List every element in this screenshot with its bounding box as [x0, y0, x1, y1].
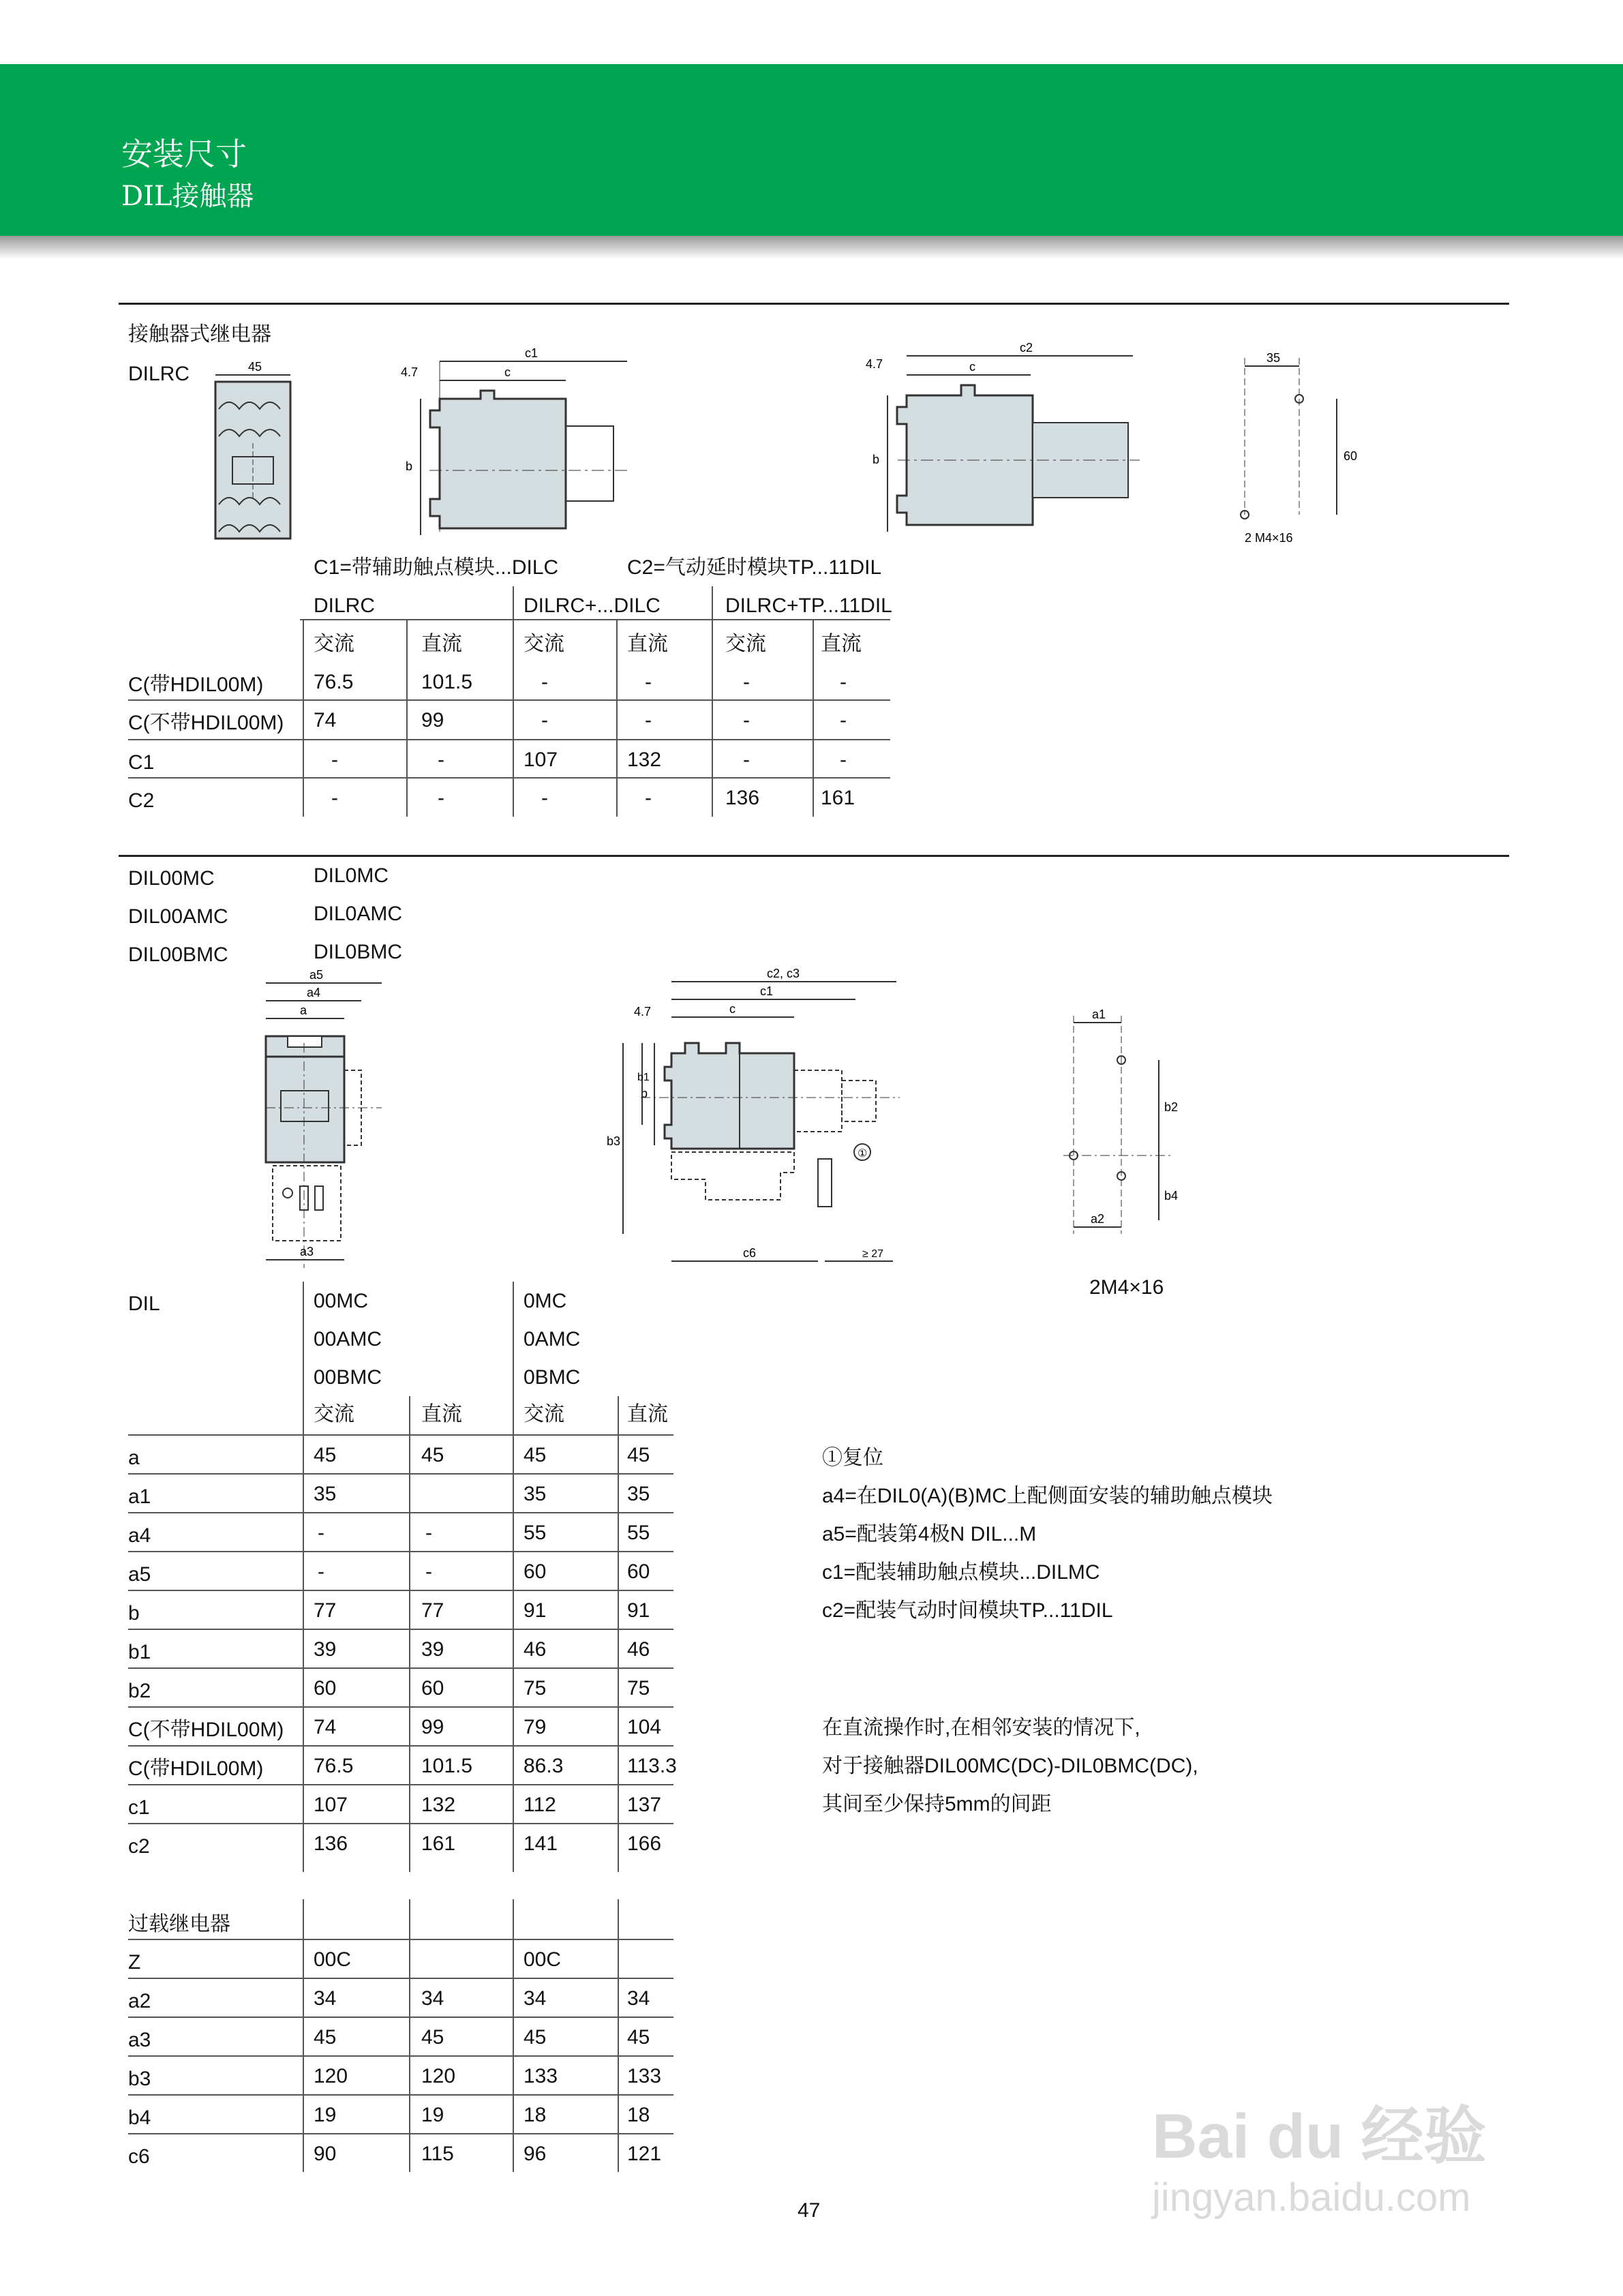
- s1-row-label: C2: [128, 789, 155, 812]
- s1-cell: -: [645, 787, 652, 809]
- s2-cell: 35: [314, 1483, 337, 1505]
- s2-row-label: a: [128, 1447, 140, 1469]
- dim-c2-label: c2: [1020, 341, 1033, 354]
- s2-cell: 91: [524, 1599, 547, 1622]
- dim-c-label-3: c: [729, 1002, 735, 1016]
- s1-cell: 74: [314, 709, 337, 731]
- ol-cell: 45: [314, 2026, 337, 2049]
- group-header-dilrc: DILRC: [314, 594, 376, 617]
- s2-grid-line: [128, 1745, 673, 1747]
- dim-c-label-2: c: [969, 360, 975, 374]
- s2-cell: 39: [314, 1638, 337, 1661]
- s1-grid-line: [616, 619, 618, 817]
- ol-grid-line: [128, 2133, 673, 2134]
- dim-b3-label: b3: [607, 1134, 621, 1148]
- s1-grid-line: [813, 619, 814, 817]
- ol-row-label: b4: [128, 2106, 151, 2129]
- s2-cell: 101.5: [421, 1755, 473, 1777]
- dim-b-label: b: [406, 459, 413, 473]
- ol-cell: 00C: [524, 1948, 562, 1971]
- ol-grid-line: [128, 1939, 673, 1940]
- s2-grid-line: [128, 1629, 673, 1630]
- s2-row-label: c2: [128, 1835, 150, 1858]
- s1-current-dc-1: 直流: [421, 632, 462, 656]
- dim-c-label: c: [504, 365, 511, 379]
- s1-cell: -: [331, 787, 338, 809]
- s2-cell: 75: [524, 1677, 547, 1700]
- ol-grid-line: [409, 1899, 410, 2172]
- ol-cell: 18: [627, 2104, 650, 2126]
- s1-grid-line: [712, 586, 713, 817]
- s1-current-ac-1: 交流: [314, 632, 354, 656]
- ol-cell: 115: [421, 2143, 454, 2165]
- ol-row-label: Z: [128, 1951, 141, 1974]
- model-right-1: DIL0MC: [314, 864, 389, 887]
- s2-row-label: a1: [128, 1485, 151, 1508]
- s1-grid-line: [128, 739, 890, 740]
- s2-cell: 45: [314, 1444, 337, 1466]
- ol-cell: 45: [524, 2026, 547, 2049]
- ol-cell: 133: [524, 2065, 558, 2087]
- s1-cell: 99: [421, 709, 444, 731]
- s2-cell: 60: [421, 1677, 444, 1700]
- dim-27-label: ≥ 27: [862, 1248, 884, 1260]
- ol-grid-line: [303, 1899, 304, 2172]
- s2-cell: 45: [421, 1444, 444, 1466]
- s1-cell: 76.5: [314, 671, 354, 693]
- page-subtitle: DIL接触器: [121, 181, 254, 212]
- dim-c1-label: c1: [525, 348, 539, 360]
- s1-cell: -: [645, 671, 652, 693]
- s1-cell: -: [840, 749, 847, 771]
- s1-grid-line: [128, 777, 890, 779]
- note-c2: c2=配装气动时间模块TP...11DIL: [822, 1599, 1113, 1622]
- s2-cell: 60: [314, 1677, 337, 1700]
- dim-4-7-label-2: 4.7: [866, 357, 883, 371]
- ol-cell: 120: [421, 2065, 456, 2087]
- s2-group-a-1: 00MC: [314, 1290, 369, 1312]
- s1-current-dc-3: 直流: [821, 632, 862, 656]
- s2-header-label: DIL: [128, 1293, 160, 1315]
- s1-cell: -: [840, 671, 847, 693]
- s2-grid-line: [128, 1667, 673, 1669]
- s2-group-b-2: 0AMC: [524, 1328, 581, 1350]
- s2-cell: 113.3: [627, 1755, 677, 1777]
- model-left-1: DIL00MC: [128, 867, 215, 890]
- s1-cell: -: [438, 749, 444, 771]
- ol-grid-line: [128, 2016, 673, 2018]
- header-shadow: [0, 236, 1623, 259]
- s2-grid-line: [128, 1551, 673, 1552]
- s2-cell: 166: [627, 1832, 662, 1855]
- dil-mounting-holes-drawing: [1043, 1002, 1193, 1248]
- s2-cell: 46: [524, 1638, 547, 1661]
- s2-group-a-3: 00BMC: [314, 1366, 382, 1389]
- s1-cell: -: [331, 749, 338, 771]
- s1-row-label: C(不带HDIL00M): [128, 712, 284, 734]
- dim-4-7-label-3: 4.7: [634, 1005, 652, 1018]
- s1-cell: -: [541, 671, 548, 693]
- dim-b-label-2: b: [873, 453, 880, 466]
- watermark-logo: Bai du 经验: [1152, 2102, 1487, 2171]
- model-left-3: DIL00BMC: [128, 943, 228, 966]
- section1-model: DILRC: [128, 363, 190, 385]
- model-right-2: DIL0AMC: [314, 903, 403, 925]
- s1-cell: -: [743, 671, 750, 693]
- s1-cell: -: [840, 709, 847, 731]
- dim-a1-label: a1: [1092, 1008, 1106, 1021]
- s2-cell: 55: [627, 1522, 650, 1544]
- dim-a3-label: a3: [300, 1245, 314, 1258]
- ol-cell: 34: [524, 1987, 547, 2010]
- s2-current-ac-1: 交流: [314, 1402, 354, 1426]
- s2-grid-line: [128, 1823, 673, 1824]
- s1-current-ac-2: 交流: [524, 632, 564, 656]
- model-left-2: DIL00AMC: [128, 905, 228, 928]
- ol-grid-line: [513, 1899, 514, 2172]
- note-c1: C1=带辅助触点模块...DILC: [314, 556, 559, 579]
- s1-cell: -: [438, 787, 444, 809]
- ol-grid-line: [128, 2055, 673, 2057]
- dim-60-label: 60: [1344, 449, 1358, 463]
- s2-cell: 35: [627, 1483, 650, 1505]
- dim-b1-label: b1: [637, 1072, 650, 1083]
- s2-cell: 60: [524, 1560, 547, 1583]
- ol-cell: 45: [421, 2026, 444, 2049]
- dim-b4-label: b4: [1164, 1189, 1179, 1203]
- ol-cell: 19: [421, 2104, 444, 2126]
- ol-cell: 96: [524, 2143, 547, 2165]
- s2-cell: 91: [627, 1599, 650, 1622]
- s2-cell: 55: [524, 1522, 547, 1544]
- s2-cell: 86.3: [524, 1755, 564, 1777]
- s2-row-label: b1: [128, 1641, 151, 1663]
- s1-grid-line: [300, 619, 890, 620]
- group-header-dilrc-tp: DILRC+TP...11DIL: [725, 594, 892, 617]
- ol-cell: 34: [314, 1987, 337, 2010]
- s2-cell: -: [318, 1522, 324, 1544]
- ol-grid-line: [128, 1978, 673, 1979]
- section1-top-rule: [119, 303, 1509, 305]
- dc-note-2: 对于接触器DIL00MC(DC)-DIL0BMC(DC),: [822, 1755, 1198, 1777]
- s2-cell: 77: [421, 1599, 444, 1622]
- s1-current-ac-3: 交流: [725, 632, 766, 656]
- s1-cell: 132: [627, 749, 662, 771]
- s2-row-label: c1: [128, 1796, 150, 1819]
- dim-a5-label: a5: [309, 968, 324, 982]
- s2-row-label: C(不带HDIL00M): [128, 1719, 284, 1741]
- dim-b-label-3: b: [641, 1087, 648, 1100]
- overload-heading: 过载继电器: [128, 1912, 230, 1936]
- dim-4-7-label: 4.7: [401, 365, 419, 379]
- ol-grid-line: [128, 2094, 673, 2096]
- dilrc-side-view-c1-drawing: [395, 348, 641, 545]
- s1-grid-line: [128, 699, 890, 701]
- s2-cell: 76.5: [314, 1755, 354, 1777]
- section1-heading: 接触器式继电器: [128, 322, 271, 346]
- s2-row-label: a4: [128, 1524, 151, 1547]
- s2-grid-line: [303, 1282, 304, 1872]
- page-title: 安装尺寸: [121, 136, 247, 172]
- screw-label: 2 M4×16: [1245, 531, 1293, 545]
- s1-cell: -: [645, 709, 652, 731]
- dc-note-3: 其间至少保持5mm的间距: [822, 1793, 1052, 1815]
- dilrc-mounting-holes-drawing: [1224, 344, 1361, 549]
- s2-cell: 75: [627, 1677, 650, 1700]
- s2-row-label: C(带HDIL00M): [128, 1757, 264, 1780]
- s2-row-label: b: [128, 1602, 140, 1625]
- dil-front-view-drawing: [252, 968, 402, 1282]
- s2-cell: 46: [627, 1638, 650, 1661]
- note-a5: a5=配装第4极N DIL...M: [822, 1523, 1037, 1545]
- s1-cell: 101.5: [421, 671, 473, 693]
- s2-cell: 104: [627, 1716, 662, 1738]
- note-reset: ①复位: [822, 1446, 883, 1470]
- dim-a-label: a: [300, 1003, 307, 1017]
- ol-row-label: b3: [128, 2068, 151, 2090]
- s2-grid-line: [128, 1512, 673, 1513]
- s2-current-dc-2: 直流: [627, 1402, 668, 1426]
- note-c2: C2=气动延时模块TP...11DIL: [627, 556, 882, 579]
- s1-cell: -: [743, 709, 750, 731]
- s2-cell: 39: [421, 1638, 444, 1661]
- group-header-dilrc-dilc: DILRC+...DILC: [524, 594, 661, 617]
- ol-cell: 120: [314, 2065, 348, 2087]
- screw-note: 2M4×16: [1089, 1276, 1164, 1299]
- s1-cell: -: [541, 787, 548, 809]
- s2-cell: 99: [421, 1716, 444, 1738]
- s2-grid-line: [128, 1434, 673, 1436]
- s2-cell: -: [425, 1522, 432, 1544]
- ol-cell: 34: [627, 1987, 650, 2010]
- s2-cell: -: [318, 1560, 324, 1583]
- s2-cell: 112: [524, 1794, 556, 1816]
- s2-grid-line: [409, 1396, 410, 1872]
- note-a4: a4=在DIL0(A)(B)MC上配侧面安装的辅助触点模块: [822, 1485, 1273, 1507]
- ol-row-label: a3: [128, 2029, 151, 2051]
- ol-cell: 00C: [314, 1948, 352, 1971]
- s1-cell: 107: [524, 749, 558, 771]
- s2-grid-line: [618, 1396, 619, 1872]
- dim-b2-label: b2: [1164, 1100, 1179, 1114]
- s2-row-label: a5: [128, 1563, 151, 1586]
- dilrc-side-view-c2-drawing: [860, 341, 1147, 539]
- s2-cell: 45: [524, 1444, 547, 1466]
- s1-row-label: C(带HDIL00M): [128, 674, 264, 696]
- note-c1: c1=配装辅助触点模块...DILMC: [822, 1561, 1100, 1584]
- ol-cell: 18: [524, 2104, 547, 2126]
- s2-cell: 35: [524, 1483, 547, 1505]
- dim-a4-label: a4: [307, 986, 321, 999]
- s2-cell: 161: [421, 1832, 456, 1855]
- page-number: 47: [798, 2199, 821, 2222]
- s2-current-dc-1: 直流: [421, 1402, 462, 1426]
- model-right-3: DIL0BMC: [314, 941, 403, 963]
- dim-c6-label: c6: [743, 1246, 757, 1260]
- s2-cell: 79: [524, 1716, 547, 1738]
- s2-cell: 136: [314, 1832, 348, 1855]
- dil-side-view-drawing: [600, 968, 913, 1282]
- dim-35-label: 35: [1266, 351, 1281, 365]
- s2-row-label: b2: [128, 1680, 151, 1702]
- s2-group-b-3: 0BMC: [524, 1366, 581, 1389]
- s2-cell: 74: [314, 1716, 337, 1738]
- s2-cell: 107: [314, 1794, 348, 1816]
- s1-cell: 161: [821, 787, 855, 809]
- s2-grid-line: [128, 1784, 673, 1785]
- section2-top-rule: [119, 855, 1509, 857]
- s1-grid-line: [303, 619, 304, 817]
- s2-cell: 77: [314, 1599, 337, 1622]
- s2-current-ac-2: 交流: [524, 1402, 564, 1426]
- s1-current-dc-2: 直流: [627, 632, 668, 656]
- reset-marker-label: ①: [858, 1148, 868, 1160]
- s2-group-b-1: 0MC: [524, 1290, 567, 1312]
- ol-cell: 90: [314, 2143, 337, 2165]
- s2-cell: 141: [524, 1832, 558, 1855]
- s2-cell: 132: [421, 1794, 456, 1816]
- ol-cell: 133: [627, 2065, 662, 2087]
- s2-cell: 137: [627, 1794, 662, 1816]
- s2-cell: 60: [627, 1560, 650, 1583]
- s1-row-label: C1: [128, 751, 155, 774]
- dim-a2-label: a2: [1091, 1212, 1105, 1226]
- ol-grid-line: [618, 1899, 619, 2172]
- s2-group-a-2: 00AMC: [314, 1328, 382, 1350]
- ol-cell: 121: [627, 2143, 662, 2165]
- ol-cell: 19: [314, 2104, 337, 2126]
- s2-cell: -: [425, 1560, 432, 1583]
- s1-cell: -: [743, 749, 750, 771]
- s1-grid-line: [513, 586, 514, 817]
- s1-cell: -: [541, 709, 548, 731]
- dim-c2-c3-label: c2, c3: [767, 968, 800, 980]
- dc-note-1: 在直流操作时,在相邻安装的情况下,: [822, 1717, 1140, 1739]
- s1-cell: 136: [725, 787, 760, 809]
- s1-grid-line: [406, 619, 408, 817]
- dim-c1-label-2: c1: [760, 984, 774, 998]
- s2-grid-line: [128, 1706, 673, 1708]
- s2-cell: 45: [627, 1444, 650, 1466]
- watermark-url: jingyan.baidu.com: [1152, 2175, 1471, 2220]
- s2-grid-line: [513, 1282, 514, 1872]
- dilrc-front-view-drawing: [202, 354, 304, 552]
- ol-row-label: c6: [128, 2145, 150, 2168]
- s2-grid-line: [128, 1590, 673, 1591]
- ol-cell: 34: [421, 1987, 444, 2010]
- dim-45-label: 45: [248, 360, 262, 374]
- ol-cell: 45: [627, 2026, 650, 2049]
- ol-row-label: a2: [128, 1990, 151, 2012]
- s2-grid-line: [128, 1473, 673, 1475]
